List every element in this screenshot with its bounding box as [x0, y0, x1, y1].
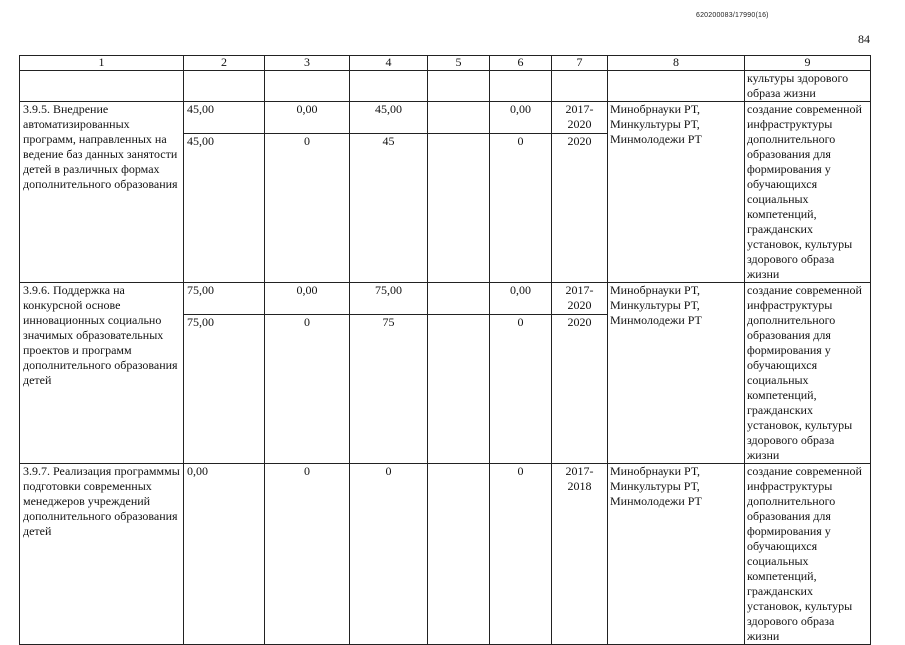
- funding-value: 75,00: [184, 314, 264, 330]
- funding-value: [428, 133, 489, 165]
- funding-value: 45,00: [184, 133, 264, 149]
- funding-value: 0,00: [510, 283, 531, 297]
- empty-cell: [428, 71, 490, 102]
- empty-cell: [265, 71, 350, 102]
- empty-cell: [350, 71, 428, 102]
- funding-value: 0,00: [510, 102, 531, 116]
- funding-other-cell: [490, 283, 552, 464]
- table-row: [20, 464, 871, 645]
- period-cell: 2017-2018: [552, 464, 608, 645]
- header-cell: 5: [428, 56, 490, 71]
- empty-cell: [552, 71, 608, 102]
- funding-value: 45: [350, 133, 427, 165]
- funding-value: 45,00: [187, 102, 214, 116]
- funding-value: 0: [265, 133, 349, 165]
- header-cell: 9: [745, 56, 871, 71]
- funding-federal-cell: [265, 102, 350, 283]
- funding-federal-cell: 0: [265, 464, 350, 645]
- empty-cell: [184, 71, 265, 102]
- period-value: 2017-2020: [565, 283, 594, 312]
- header-cell: 4: [350, 56, 428, 71]
- funding-local-cell: [428, 102, 490, 283]
- empty-cell: [608, 71, 745, 102]
- executors-cell: Минобрнауки РТ, Минкультуры РТ, Минмолодежи РТ: [608, 283, 745, 464]
- funding-regional-cell: [350, 102, 428, 283]
- executors-cell: Минобрнауки РТ, Минкультуры РТ, Минмолодежи РТ: [608, 464, 745, 645]
- funding-value: 0: [490, 133, 551, 165]
- funding-regional-cell: [350, 283, 428, 464]
- expected-result-cell: создание современной инфраструктуры дополнительного образования для формирования у обучающихся социальных компетенций, гражданских установок, культуры здорового образа жизни: [745, 283, 871, 464]
- funding-total-cell: [184, 102, 265, 283]
- funding-value: [430, 102, 487, 133]
- document-id: 620200083/17990(16): [696, 12, 769, 19]
- funding-value: [428, 314, 489, 346]
- funding-value: 75: [350, 314, 427, 346]
- funding-other-cell: 0: [490, 464, 552, 645]
- funding-value: 0,00: [296, 283, 318, 297]
- empty-cell: [490, 71, 552, 102]
- activity-name: 3.9.7. Реализация программмы подготовки современных менеджеров учреждений дополнительного образования детей: [20, 464, 184, 645]
- page-number: 84: [858, 32, 870, 46]
- period-value: 2020: [552, 133, 607, 165]
- header-cell: 8: [608, 56, 745, 71]
- funding-other-cell: [490, 102, 552, 283]
- funding-federal-cell: [265, 283, 350, 464]
- funding-total-cell: [184, 283, 265, 464]
- funding-value: [430, 283, 487, 314]
- activity-name: 3.9.6. Поддержка на конкурсной основе инновационных социально значимых образовательных проектов и программ дополнительного образования детей: [20, 283, 184, 464]
- funding-local-cell: [428, 464, 490, 645]
- funding-regional-cell: 0: [350, 464, 428, 645]
- funding-value: 45,00: [375, 102, 402, 116]
- continuation-row: [20, 71, 871, 102]
- funding-value: 0: [490, 314, 551, 346]
- activity-name: 3.9.5. Внедрение автоматизированных программ, направленных на ведение баз данных занятости детей в различных формах дополнительного образования: [20, 102, 184, 283]
- header-cell: 1: [20, 56, 184, 71]
- header-cell: 7: [552, 56, 608, 71]
- expected-result-cell: создание современной инфраструктуры дополнительного образования для формирования у обучающихся социальных компетенций, гражданских установок, культуры здорового образа жизни: [745, 464, 871, 645]
- expected-result-cell: культуры здорового образа жизни: [745, 71, 871, 102]
- executors-cell: Минобрнауки РТ, Минкультуры РТ, Минмолодежи РТ: [608, 102, 745, 283]
- funding-value: 0,00: [296, 102, 318, 116]
- header-cell: 3: [265, 56, 350, 71]
- expected-result-cell: создание современной инфраструктуры дополнительного образования для формирования у обучающихся социальных компетенций, гражданских установок, культуры здорового образа жизни: [745, 102, 871, 283]
- column-number-header: [20, 56, 871, 71]
- period-cell: [552, 102, 608, 283]
- period-cell: [552, 283, 608, 464]
- funding-value: 75,00: [375, 283, 402, 297]
- header-cell: 6: [490, 56, 552, 71]
- table-row: [20, 283, 871, 464]
- funding-local-cell: [428, 283, 490, 464]
- table-row: [20, 102, 871, 283]
- program-table: [19, 55, 871, 645]
- period-value: 2020: [552, 314, 607, 346]
- funding-total-cell: 0,00: [184, 464, 265, 645]
- funding-value: 75,00: [187, 283, 214, 297]
- empty-cell: [20, 71, 184, 102]
- header-cell: 2: [184, 56, 265, 71]
- funding-value: 0: [265, 314, 349, 346]
- period-value: 2017-2020: [565, 102, 594, 131]
